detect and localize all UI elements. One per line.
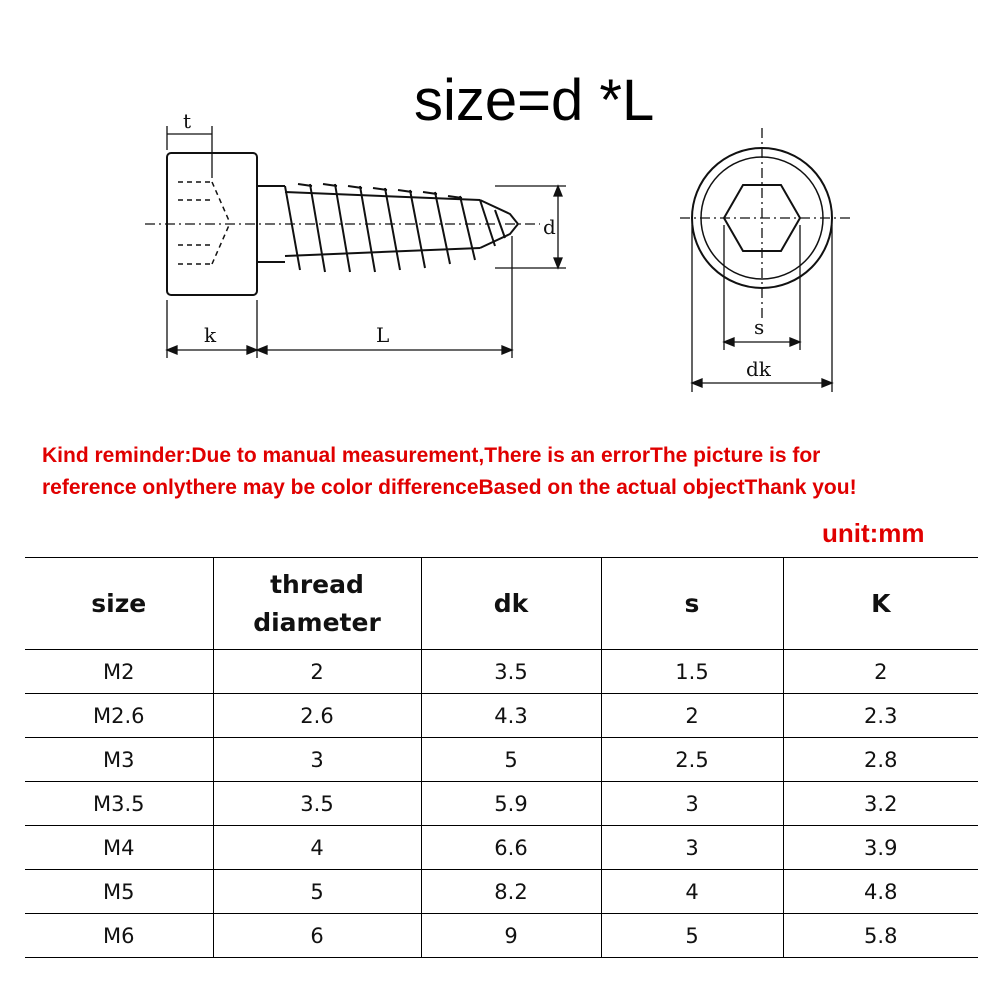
table-cell: 3 [601, 782, 783, 826]
label-k: k [204, 323, 217, 347]
table-cell: M6 [25, 914, 213, 958]
spec-table [25, 557, 978, 958]
column-header: thread diameter [213, 558, 421, 650]
column-header: s [601, 558, 783, 650]
table-cell: 5 [421, 738, 601, 782]
label-s: s [754, 315, 765, 339]
label-t: t [183, 109, 192, 133]
column-header: size [25, 558, 213, 650]
table-cell: 3.5 [421, 650, 601, 694]
table-cell: 3 [213, 738, 421, 782]
table-cell: 5.8 [783, 914, 978, 958]
table-cell: M2 [25, 650, 213, 694]
table-cell: 6 [213, 914, 421, 958]
screw-diagram [0, 0, 1000, 430]
table-cell: 2 [783, 650, 978, 694]
table-cell: 5.9 [421, 782, 601, 826]
column-header: dk [421, 558, 601, 650]
table-cell: 1.5 [601, 650, 783, 694]
table-cell: 4.8 [783, 870, 978, 914]
label-dk: dk [746, 357, 771, 381]
label-d: d [543, 215, 556, 239]
table-cell: M4 [25, 826, 213, 870]
table-cell: 3.2 [783, 782, 978, 826]
table-row [25, 826, 978, 870]
table-cell: 3 [601, 826, 783, 870]
table-cell: 5 [601, 914, 783, 958]
table-cell: M2.6 [25, 694, 213, 738]
table-body [25, 650, 978, 958]
table-row [25, 738, 978, 782]
table-cell: 8.2 [421, 870, 601, 914]
table-cell: 2.8 [783, 738, 978, 782]
table-row [25, 694, 978, 738]
table-cell: 2 [601, 694, 783, 738]
table-cell: 4.3 [421, 694, 601, 738]
column-header: K [783, 558, 978, 650]
socket-hidden-lines [178, 182, 230, 264]
kind-reminder [42, 440, 992, 504]
table-cell: 3.9 [783, 826, 978, 870]
table-row [25, 782, 978, 826]
table-cell: 2 [213, 650, 421, 694]
table-cell: 2.3 [783, 694, 978, 738]
reminder-line-2: reference onlythere may be color differenceBased on the actual objectThank you! [42, 476, 857, 499]
table-cell: 4 [213, 826, 421, 870]
unit-label: unit:mm [822, 518, 925, 548]
table-cell: 6.6 [421, 826, 601, 870]
table-row [25, 870, 978, 914]
table-row [25, 914, 978, 958]
table-header-row [25, 558, 978, 650]
table-cell: M3 [25, 738, 213, 782]
table-cell: 3.5 [213, 782, 421, 826]
label-L: L [376, 323, 390, 347]
table-cell: 9 [421, 914, 601, 958]
table-row [25, 650, 978, 694]
table-cell: 4 [601, 870, 783, 914]
table-cell: 2.5 [601, 738, 783, 782]
table-cell: 2.6 [213, 694, 421, 738]
page-title: size=d *L [414, 68, 655, 133]
reminder-line-1: Kind reminder:Due to manual measurement,There is an errorThe picture is for [42, 444, 821, 467]
table-cell: 5 [213, 870, 421, 914]
table-cell: M3.5 [25, 782, 213, 826]
screw-thread [257, 184, 518, 272]
table-cell: M5 [25, 870, 213, 914]
